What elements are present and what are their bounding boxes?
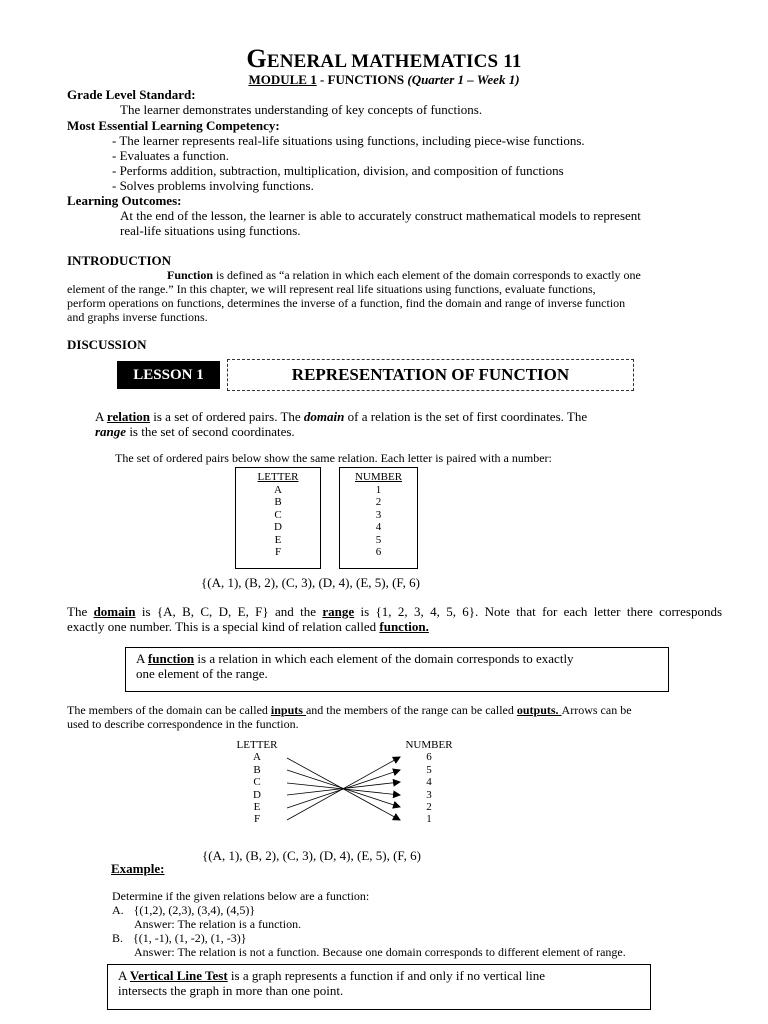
ordered-pairs-intro: The set of ordered pairs below show the same relation. Each letter is paired with a number: xyxy=(115,451,552,465)
example-a: A. {(1,2), (2,3), (3,4), (4,5)} xyxy=(112,903,256,917)
module-subtitle: MODULE 1 - FUNCTIONS (Quarter 1 – Week 1) xyxy=(248,72,520,87)
letter-cell: C xyxy=(274,508,282,521)
domain-range-line2: exactly one number. This is a special kind of relation called function. xyxy=(67,619,429,634)
grade-level-heading: Grade Level Standard: xyxy=(67,87,196,102)
outcomes-line: At the end of the lesson, the learner is able to accurately construct mathematical models to represent xyxy=(120,208,641,223)
ordered-pairs-set: {(A, 1), (B, 2), (C, 3), (D, 4), (E, 5), (F, 6) xyxy=(201,575,420,590)
melc-item: - Evaluates a function. xyxy=(112,148,229,163)
mapping-letter: D xyxy=(253,788,261,801)
mapping-number: 2 xyxy=(426,801,432,814)
example-b-answer: Answer: The relation is not a function. Because one domain corresponds to different element of range. xyxy=(134,945,626,959)
melc-item: - The learner represents real-life situations using functions, including piece-wise functions. xyxy=(112,133,585,148)
intro-line: and graphs inverse functions. xyxy=(67,310,208,324)
mapping-number: 1 xyxy=(426,813,432,826)
number-cell: 6 xyxy=(375,546,382,558)
example-heading: Example: xyxy=(111,861,165,876)
lesson-title: REPRESENTATION OF FUNCTION xyxy=(227,359,634,391)
intro-line: Function is defined as “a relation in which each element of the domain corresponds to exactly one xyxy=(167,268,641,282)
letter-cell: B xyxy=(274,496,282,508)
number-cell: 5 xyxy=(375,533,382,546)
function-definition-box: A function is a relation in which each element of the domain corresponds to exactly one element of the range. xyxy=(125,647,669,692)
mapping-letter: A xyxy=(253,751,261,764)
grade-level-text: The learner demonstrates understanding of key concepts of functions. xyxy=(120,102,483,117)
mapping-set: {(A, 1), (B, 2), (C, 3), (D, 4), (E, 5), (F, 6) xyxy=(202,848,421,863)
mapping-number: 5 xyxy=(426,763,432,776)
mapping-number: 6 xyxy=(426,751,432,764)
vertical-line-test-box: A Vertical Line Test is a graph represents a function if and only if no vertical line intersects the graph in more than one point. xyxy=(107,964,651,1010)
letter-cell: A xyxy=(274,483,282,496)
vertical-line-test-term: Vertical Line Test xyxy=(129,968,228,983)
mapping-number-header: NUMBER xyxy=(405,739,453,751)
letter-cell: E xyxy=(274,533,282,546)
inputs-outputs-line2: used to describe correspondence in the function. xyxy=(67,717,299,731)
mapping-letter: E xyxy=(253,801,261,814)
module-label: MODULE 1 xyxy=(248,72,317,87)
function-term: function xyxy=(147,651,195,666)
discussion-heading: DISCUSSION xyxy=(67,337,147,352)
relation-definition: A relation is a set of ordered pairs. The domain of a relation is the set of first coordinates. The xyxy=(95,409,588,424)
outcomes-line: real-life situations using functions. xyxy=(120,223,301,238)
mapping-letter: F xyxy=(253,813,261,826)
inputs-outputs-line: The members of the domain can be called inputs and the members of the range can be called outputs. Arrows can be xyxy=(67,703,632,717)
example-a-answer: Answer: The relation is a function. xyxy=(134,917,302,931)
relation-definition-line2: range is the set of second coordinates. xyxy=(95,424,295,439)
mapping-number: 4 xyxy=(426,776,432,789)
mapping-number: 3 xyxy=(426,788,432,801)
melc-item: - Solves problems involving functions. xyxy=(112,178,314,193)
introduction-heading: INTRODUCTION xyxy=(67,253,172,268)
melc-item: - Performs addition, subtraction, multiplication, division, and composition of functions xyxy=(112,163,564,178)
outcomes-heading: Learning Outcomes: xyxy=(67,193,182,208)
example-prompt: Determine if the given relations below are a function: xyxy=(112,889,370,903)
number-cell: 4 xyxy=(375,521,382,533)
mapping-letter-header: LETTER xyxy=(236,739,278,751)
number-header: NUMBER xyxy=(354,471,403,483)
number-cell: 3 xyxy=(375,508,382,521)
letter-header: LETTER xyxy=(257,471,299,483)
number-cell: 2 xyxy=(375,496,382,508)
lesson-label: LESSON 1 xyxy=(117,361,220,389)
letter-cell: D xyxy=(274,521,282,533)
domain-range-line: The domain is {A, B, C, D, E, F} and the range is {1, 2, 3, 4, 5, 6}. Note that for each letter there corresponds xyxy=(67,604,723,619)
number-cell: 1 xyxy=(375,483,382,496)
example-b: B. {(1, -1), (1, -2), (1, -3)} xyxy=(112,931,247,945)
quarter-label: (Quarter 1 – Week 1) xyxy=(407,72,520,87)
melc-heading: Most Essential Learning Competency: xyxy=(67,118,280,133)
mapping-letter: B xyxy=(253,763,261,776)
mapping-letter: C xyxy=(253,776,261,789)
letter-cell: F xyxy=(274,546,282,558)
document-title: GENERAL MATHEMATICS 11 xyxy=(246,44,522,73)
intro-line: element of the range.” In this chapter, we will represent real life situations using functions, evaluate functions, xyxy=(67,282,596,296)
intro-line: perform operations on functions, determines the inverse of a function, find the domain and range of inverse function xyxy=(67,296,626,310)
